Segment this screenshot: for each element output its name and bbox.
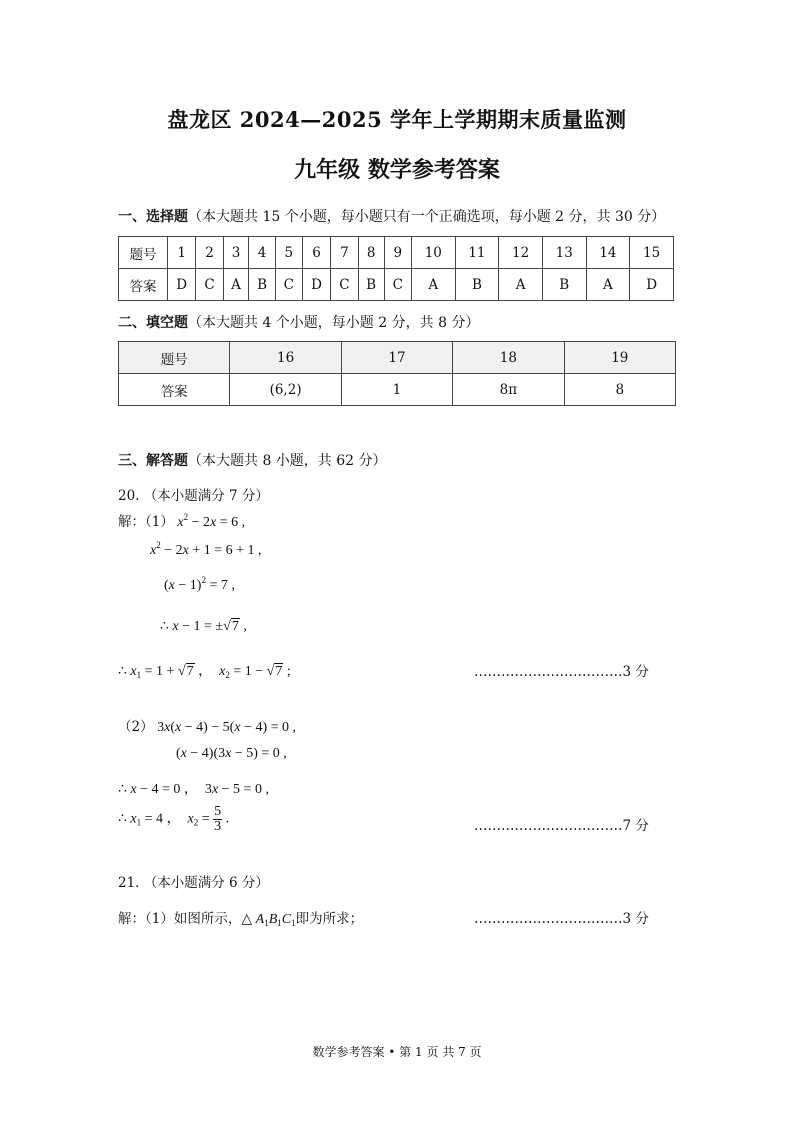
table-cell: 3 — [223, 237, 249, 269]
table-cell: 11 — [455, 237, 499, 269]
table-cell: 8 — [564, 374, 675, 406]
page-footer: 数学参考答案 • 第 1 页 共 7 页 — [312, 1045, 482, 1059]
equation: $x^2 - 2x = 6$ , — [177, 512, 246, 530]
table-cell: 1 — [168, 237, 196, 269]
table-cell: 8π — [453, 374, 564, 406]
section3-header — [118, 450, 387, 470]
page-subtitle: 九年级 数学参考答案 — [294, 157, 500, 183]
q20-part2-line4: ∴ $x_1 = 4$ ， $x_2$ = $\frac{5}{3}$ . — [118, 804, 230, 834]
table-cell: A — [223, 269, 249, 301]
table-row — [119, 237, 674, 269]
q20-part2-line1 — [118, 715, 296, 736]
q21-title: 21. （本小题满分 6 分） — [118, 875, 269, 891]
table-cell: B — [358, 269, 384, 301]
section1-heading: 一、选择题 — [118, 209, 188, 225]
section3-heading: 三、解答题 — [118, 453, 188, 469]
triangle-label: △ $A_1B_1C_1$ — [241, 912, 296, 928]
table-cell: 17 — [341, 342, 452, 374]
q21-line1-suffix: 即为所求； — [295, 911, 364, 927]
table-cell: 6 — [302, 237, 330, 269]
table-cell: 8 — [358, 237, 384, 269]
table-cell: 19 — [564, 342, 675, 374]
q20-part1-line3: $(x - 1)^2 = 7$ , — [164, 575, 235, 593]
table-cell: 18 — [453, 342, 564, 374]
q20-part1-line4: ∴ x − 1 = ±√7 , — [160, 619, 247, 634]
equation: 3x(x − 4) − 5(x − 4) = 0 , — [153, 720, 296, 735]
q20-part2-prefix: （2） — [118, 719, 154, 735]
table-cell: 1 — [341, 374, 452, 406]
section2-header — [118, 312, 479, 332]
q20-part2-line3: ∴ x − 4 = 0 ， 3x − 5 = 0 , — [118, 782, 269, 797]
table-cell: 9 — [384, 237, 411, 269]
fill-blank-answer-table — [118, 341, 676, 406]
table-row — [119, 342, 676, 374]
table-cell: D — [630, 269, 674, 301]
table-cell: C — [331, 269, 358, 301]
score-marker: ……………………………3 分 — [474, 911, 649, 927]
row-label-number: 题号 — [119, 342, 230, 374]
row-label-answer: 答案 — [119, 269, 168, 301]
table-cell: B — [249, 269, 275, 301]
table-cell: C — [384, 269, 411, 301]
q20-part2-line2: (x − 4)(3x − 5) = 0 , — [176, 746, 287, 761]
table-cell: (6,2) — [230, 374, 341, 406]
q20-part1-line5: ∴ $x_1 = 1 + √7$ ， $x_2 = 1 - √7$ ; — [118, 664, 291, 680]
section1-header — [118, 206, 665, 226]
q21-line1-prefix: 解：（1）如图所示， — [118, 911, 242, 927]
table-cell: C — [196, 269, 223, 301]
table-row — [119, 374, 676, 406]
table-cell: 4 — [249, 237, 275, 269]
table-cell: C — [275, 269, 302, 301]
q21-line1 — [118, 907, 363, 928]
table-cell: 7 — [331, 237, 358, 269]
score-marker: ……………………………7 分 — [474, 818, 649, 834]
table-cell: A — [499, 269, 543, 301]
table-cell: A — [411, 269, 455, 301]
table-cell: 14 — [586, 237, 630, 269]
q20-part1-prefix: 解：（1） — [118, 514, 174, 530]
row-label-answer: 答案 — [119, 374, 230, 406]
table-cell: B — [455, 269, 499, 301]
table-cell: 5 — [275, 237, 302, 269]
table-cell: 2 — [196, 237, 223, 269]
table-cell: D — [168, 269, 196, 301]
table-cell: 16 — [230, 342, 341, 374]
table-cell: 15 — [630, 237, 674, 269]
choice-answer-table — [118, 236, 674, 301]
q20-part1-line2: $x^2 - 2x + 1 = 6 + 1$ , — [150, 540, 262, 558]
page-title: 盘龙区 2024—2025 学年上学期期末质量监测 — [167, 107, 627, 132]
table-cell: 12 — [499, 237, 543, 269]
section1-note: （本大题共 15 个小题，每小题只有一个正确选项，每小题 2 分，共 30 分） — [188, 209, 666, 225]
table-cell: A — [586, 269, 630, 301]
section3-note: （本大题共 8 小题，共 62 分） — [188, 453, 387, 469]
table-cell: 13 — [542, 237, 586, 269]
fraction: $\frac{5}{3}$ — [214, 804, 222, 834]
section2-heading: 二、填空题 — [118, 315, 188, 331]
table-cell: D — [302, 269, 330, 301]
table-cell: B — [542, 269, 586, 301]
table-cell: 10 — [411, 237, 455, 269]
q20-part1-line1 — [118, 510, 245, 531]
table-row — [119, 269, 674, 301]
q20-title: 20. （本小题满分 7 分） — [118, 488, 269, 504]
section2-note: （本大题共 4 个小题，每小题 2 分，共 8 分） — [188, 315, 480, 331]
score-marker: ……………………………3 分 — [474, 664, 649, 680]
row-label-number: 题号 — [119, 237, 168, 269]
